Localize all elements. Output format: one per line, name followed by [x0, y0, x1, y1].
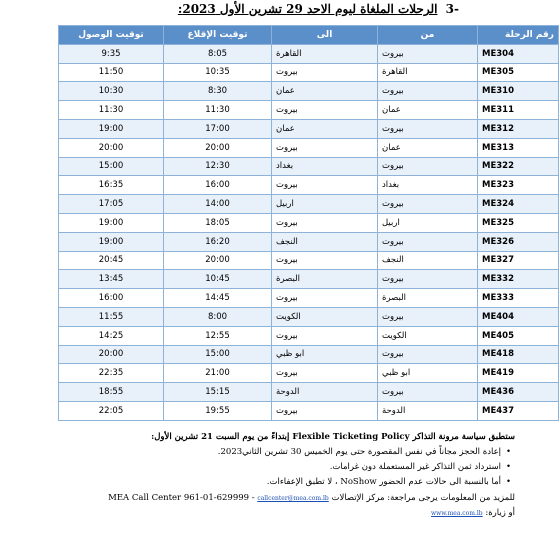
cell-flight-number: ME322 [478, 157, 559, 176]
cell-to: بيروت [272, 138, 378, 157]
cell-departure: 11:30 [164, 101, 272, 120]
cell-to: بيروت [272, 289, 378, 308]
table-row [59, 82, 559, 101]
table-row [59, 101, 559, 120]
cell-from: عمان [378, 101, 478, 120]
cell-flight-number: ME323 [478, 176, 559, 195]
section-heading [178, 2, 459, 16]
table-row [59, 232, 559, 251]
cell-arrival: 22:35 [59, 364, 164, 383]
cell-from: بيروت [378, 44, 478, 63]
cell-from: بيروت [378, 270, 478, 289]
cell-departure: 10:45 [164, 270, 272, 289]
table-body [59, 44, 559, 420]
cell-flight-number: ME324 [478, 195, 559, 214]
cell-flight-number: ME333 [478, 289, 559, 308]
cell-from: ابو ظبي [378, 364, 478, 383]
policy-bullet: • أما بالنسبة الى حالات عدم الحضور NoShow ، لا تطبق الإعفاءات. [45, 475, 501, 490]
table-row [59, 138, 559, 157]
table-row [59, 63, 559, 82]
cell-flight-number: ME325 [478, 213, 559, 232]
cell-from: الدوحة [378, 401, 478, 420]
cell-to: بيروت [272, 63, 378, 82]
table-row [59, 195, 559, 214]
cell-to: عمان [272, 82, 378, 101]
cell-departure: 8:00 [164, 307, 272, 326]
flexible-ticketing-policy [45, 430, 515, 521]
table-row [59, 307, 559, 326]
cell-from: بيروت [378, 157, 478, 176]
cell-flight-number: ME305 [478, 63, 559, 82]
cell-from: بيروت [378, 383, 478, 402]
cell-from: القاهرة [378, 63, 478, 82]
cell-to: ابو ظبي [272, 345, 378, 364]
cell-flight-number: ME327 [478, 251, 559, 270]
cell-to: بغداد [272, 157, 378, 176]
cell-arrival: 14:25 [59, 326, 164, 345]
cell-to: اربيل [272, 195, 378, 214]
table-row [59, 345, 559, 364]
table-header-row [59, 26, 559, 45]
cell-to: بيروت [272, 101, 378, 120]
website-link[interactable]: www.mea.com.lb [430, 510, 483, 517]
table-row [59, 289, 559, 308]
cell-flight-number: ME405 [478, 326, 559, 345]
table-row [59, 383, 559, 402]
cell-arrival: 18:55 [59, 383, 164, 402]
cell-flight-number: ME313 [478, 138, 559, 157]
cell-to: البصرة [272, 270, 378, 289]
cell-arrival: 15:00 [59, 157, 164, 176]
policy-bullet: • استرداد ثمن التذاكر غير المستعملة دون غرامات. [45, 460, 501, 475]
cell-arrival: 20:00 [59, 345, 164, 364]
cell-arrival: 16:00 [59, 289, 164, 308]
cell-arrival: 16:35 [59, 176, 164, 195]
table-row [59, 213, 559, 232]
cell-departure: 14:00 [164, 195, 272, 214]
cell-arrival: 9:35 [59, 44, 164, 63]
cell-from: بيروت [378, 119, 478, 138]
website-prefix: أو زيارة: [485, 508, 515, 518]
cell-arrival: 13:45 [59, 270, 164, 289]
cell-arrival: 10:30 [59, 82, 164, 101]
cell-flight-number: ME311 [478, 101, 559, 120]
cell-from: بيروت [378, 307, 478, 326]
cell-flight-number: ME404 [478, 307, 559, 326]
cell-departure: 8:30 [164, 82, 272, 101]
cell-flight-number: ME304 [478, 44, 559, 63]
cell-departure: 16:20 [164, 232, 272, 251]
cell-flight-number: ME312 [478, 119, 559, 138]
section-title: الرحلات الملغاة ليوم الاحد 29 تشرين الأول 2023: [177, 2, 438, 16]
cell-from: اربيل [378, 213, 478, 232]
table-row [59, 176, 559, 195]
contact-text: للمزيد من المعلومات يرجى مراجعة: مركز الإتصالات MEA Call Center 961-01-629999 - [108, 493, 515, 503]
cell-flight-number: ME437 [478, 401, 559, 420]
cell-to: الكويت [272, 307, 378, 326]
cell-arrival: 20:00 [59, 138, 164, 157]
cell-flight-number: ME436 [478, 383, 559, 402]
cell-to: بيروت [272, 176, 378, 195]
cell-arrival: 19:00 [59, 232, 164, 251]
cell-from: بيروت [378, 232, 478, 251]
table-row [59, 326, 559, 345]
cell-from: البصرة [378, 289, 478, 308]
cell-to: القاهرة [272, 44, 378, 63]
cell-flight-number: ME332 [478, 270, 559, 289]
cell-arrival: 11:50 [59, 63, 164, 82]
cell-from: الكويت [378, 326, 478, 345]
cell-departure: 18:05 [164, 213, 272, 232]
cell-departure: 8:05 [164, 44, 272, 63]
header-flight-number: رقم الرحلة [478, 26, 559, 45]
cell-departure: 20:00 [164, 251, 272, 270]
table-row [59, 270, 559, 289]
cell-to: بيروت [272, 251, 378, 270]
table-row [59, 401, 559, 420]
website-line [45, 506, 515, 521]
cell-to: النجف [272, 232, 378, 251]
cell-departure: 21:00 [164, 364, 272, 383]
cell-to: الدوحة [272, 383, 378, 402]
cell-to: بيروت [272, 326, 378, 345]
cell-to: عمان [272, 119, 378, 138]
cell-to: بيروت [272, 364, 378, 383]
cell-arrival: 11:55 [59, 307, 164, 326]
cell-to: بيروت [272, 213, 378, 232]
cell-flight-number: ME310 [478, 82, 559, 101]
cell-from: عمان [378, 138, 478, 157]
cancelled-flights-table [58, 25, 559, 421]
cell-departure: 20:00 [164, 138, 272, 157]
cell-from: بيروت [378, 82, 478, 101]
cell-arrival: 19:00 [59, 213, 164, 232]
cell-departure: 17:00 [164, 119, 272, 138]
cell-flight-number: ME418 [478, 345, 559, 364]
header-departure: توقيت الإقلاع [164, 26, 272, 45]
cell-flight-number: ME326 [478, 232, 559, 251]
table-row [59, 119, 559, 138]
cell-departure: 16:00 [164, 176, 272, 195]
cell-departure: 14:45 [164, 289, 272, 308]
cell-departure: 15:15 [164, 383, 272, 402]
cell-arrival: 22:05 [59, 401, 164, 420]
table-row [59, 157, 559, 176]
cell-flight-number: ME419 [478, 364, 559, 383]
cell-departure: 12:55 [164, 326, 272, 345]
header-from: من [378, 26, 478, 45]
table-row [59, 251, 559, 270]
cell-from: بيروت [378, 345, 478, 364]
header-to: الى [272, 26, 378, 45]
policy-title: ستطبق سياسة مرونة التذاكر Flexible Ticketing Policy إبتداءً من يوم السبت 21 تشرين الأول: [151, 432, 515, 442]
cell-departure: 12:30 [164, 157, 272, 176]
cell-departure: 15:00 [164, 345, 272, 364]
cell-arrival: 17:05 [59, 195, 164, 214]
table-row [59, 364, 559, 383]
policy-list [45, 445, 515, 490]
table-row [59, 44, 559, 63]
email-link[interactable]: callcenter@mea.com.lb [257, 495, 329, 502]
contact-line [45, 491, 515, 506]
cell-to: بيروت [272, 401, 378, 420]
cell-arrival: 20:45 [59, 251, 164, 270]
cell-from: النجف [378, 251, 478, 270]
cell-from: بغداد [378, 176, 478, 195]
cell-departure: 19:55 [164, 401, 272, 420]
section-number: -3 [445, 2, 459, 16]
policy-bullet: • إعادة الحجز مجاناً في نفس المقصورة حتى يوم الخميس 30 تشرين الثاني2023. [45, 445, 501, 460]
cell-arrival: 11:30 [59, 101, 164, 120]
header-arrival: توقيت الوصول [59, 26, 164, 45]
cell-departure: 10:35 [164, 63, 272, 82]
cell-arrival: 19:00 [59, 119, 164, 138]
cell-from: بيروت [378, 195, 478, 214]
